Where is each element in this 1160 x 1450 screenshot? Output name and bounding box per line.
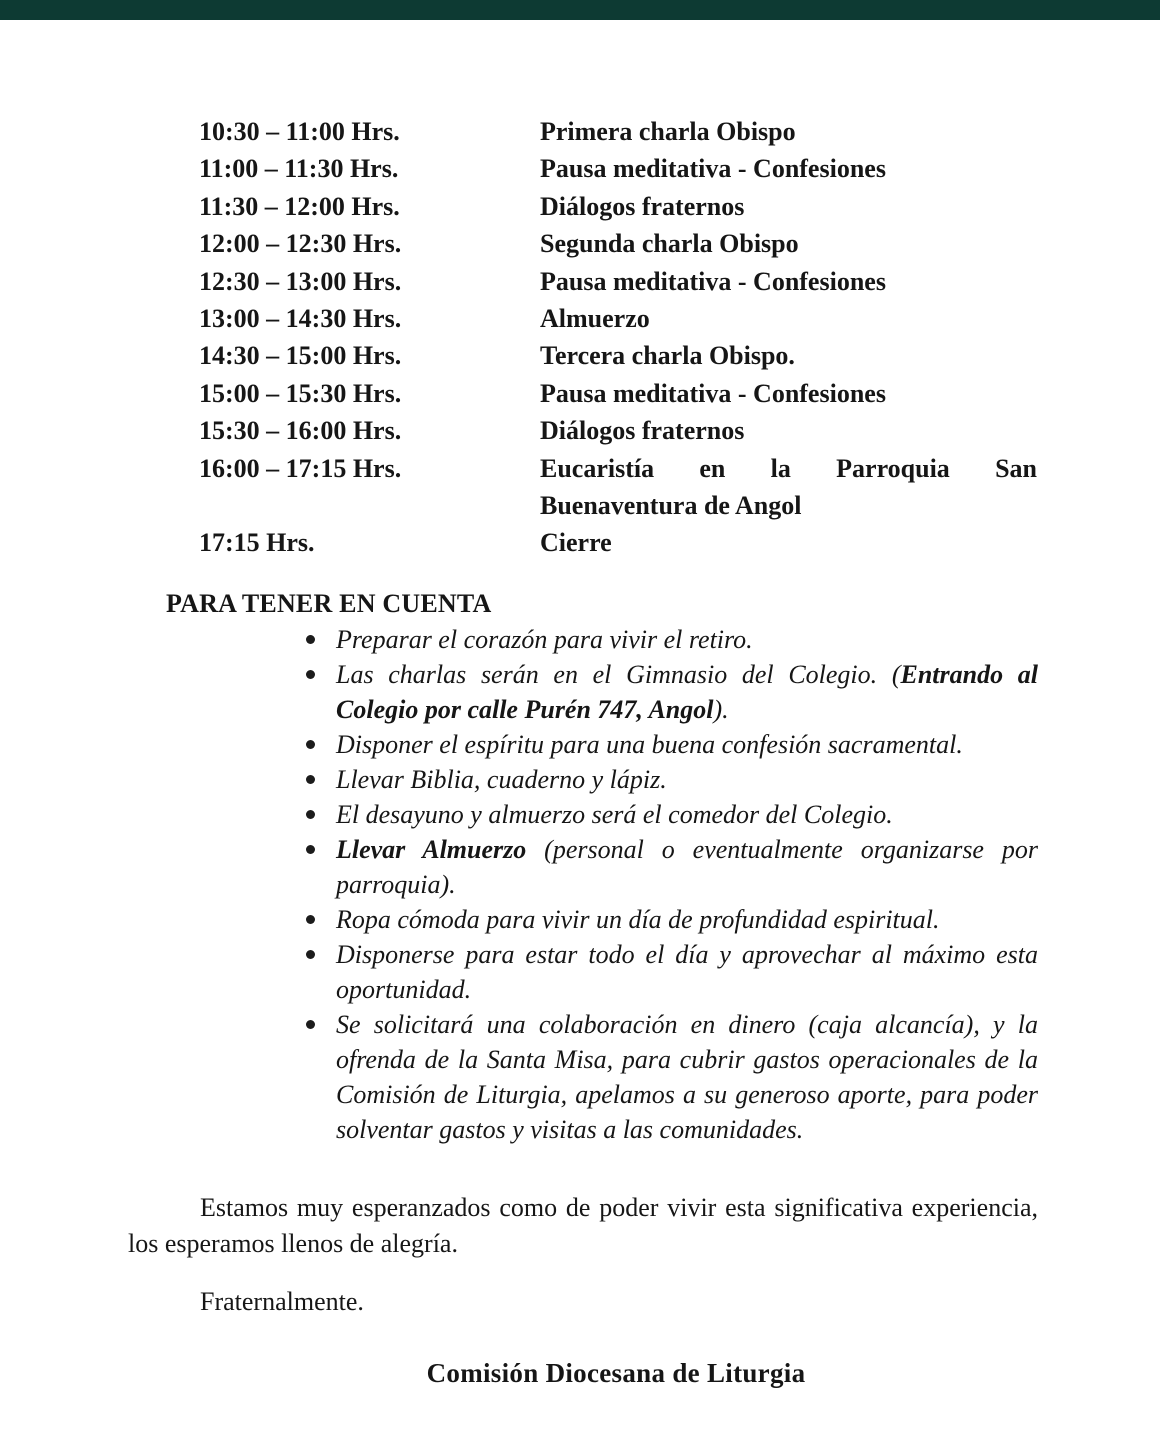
note-text-after: (personal o eventualmente organizarse por parroquia). bbox=[336, 835, 1038, 899]
schedule-time: 12:00 – 12:30 Hrs. bbox=[199, 229, 402, 259]
bullet-icon bbox=[306, 740, 315, 749]
schedule-activity: Primera charla Obispo bbox=[540, 117, 796, 146]
farewell-text: Fraternalmente. bbox=[200, 1287, 364, 1316]
note-text: Disponer el espíritu para una buena confesión sacramental. bbox=[336, 730, 963, 759]
note-text: Se solicitará una colaboración en dinero (caja alcancía), y la ofrenda de la Santa Misa, para cubrir gastos operacionales de la Comisión de Liturgia, apelamos a su generoso aporte, para poder solventar gastos y visitas a las comunidades. bbox=[336, 1010, 1038, 1144]
schedule-row bbox=[199, 113, 1037, 150]
schedule-row bbox=[199, 450, 1037, 525]
list-item bbox=[300, 937, 1038, 1007]
list-item bbox=[300, 1007, 1038, 1147]
top-bar bbox=[0, 0, 1160, 20]
schedule-activity-line2: Buenaventura de Angol bbox=[540, 491, 802, 521]
schedule-time: 14:30 – 15:00 Hrs. bbox=[199, 341, 402, 371]
schedule-activity: Tercera charla Obispo. bbox=[540, 341, 795, 371]
bullet-icon bbox=[306, 775, 315, 784]
bullet-icon bbox=[306, 950, 315, 959]
bullet-icon bbox=[306, 845, 315, 854]
schedule-activity: Pausa meditativa - Confesiones bbox=[540, 266, 886, 296]
note-text: Preparar el corazón para vivir el retiro. bbox=[336, 625, 753, 654]
notes-heading: PARA TENER EN CUENTA bbox=[166, 589, 492, 618]
schedule-activity: Diálogos fraternos bbox=[540, 191, 745, 221]
schedule-time: 10:30 – 11:00 Hrs. bbox=[199, 117, 400, 146]
note-bold-text: Entrando al Colegio por calle Purén 747, Angol bbox=[336, 660, 1039, 724]
schedule-activity-wrapped bbox=[540, 450, 1037, 525]
schedule-activity: Diálogos fraternos bbox=[540, 416, 745, 446]
schedule-activity: Pausa meditativa - Confesiones bbox=[540, 154, 886, 184]
schedule-activity-line1: Eucaristía en la Parroquia San bbox=[540, 453, 1037, 483]
schedule-row bbox=[199, 188, 1037, 225]
note-text: Llevar Biblia, cuaderno y lápiz. bbox=[336, 765, 667, 794]
schedule-row bbox=[199, 300, 1037, 337]
schedule-time: 11:30 – 12:00 Hrs. bbox=[199, 191, 400, 221]
note-text: Ropa cómoda para vivir un día de profundidad espiritual. bbox=[336, 905, 940, 934]
schedule-time: 17:15 Hrs. bbox=[199, 528, 315, 558]
list-item bbox=[300, 622, 1038, 657]
bullet-icon bbox=[306, 1020, 315, 1029]
bullet-icon bbox=[306, 915, 315, 924]
schedule-activity: Cierre bbox=[540, 528, 612, 558]
schedule-activity: Pausa meditativa - Confesiones bbox=[540, 378, 886, 408]
schedule-row bbox=[199, 150, 1037, 187]
list-item bbox=[300, 762, 1038, 797]
schedule-time: 12:30 – 13:00 Hrs. bbox=[199, 266, 402, 296]
list-item bbox=[300, 657, 1038, 727]
notes-list bbox=[300, 622, 1038, 1147]
schedule-time: 16:00 – 17:15 Hrs. bbox=[199, 453, 402, 483]
schedule-row bbox=[199, 225, 1037, 262]
schedule-time: 15:00 – 15:30 Hrs. bbox=[199, 378, 402, 408]
schedule-time: 13:00 – 14:30 Hrs. bbox=[199, 304, 402, 334]
schedule-row bbox=[199, 412, 1037, 449]
signature: Comisión Diocesana de Liturgia bbox=[426, 1358, 806, 1388]
list-item bbox=[300, 902, 1038, 937]
bullet-icon bbox=[306, 810, 315, 819]
schedule-row bbox=[199, 263, 1037, 300]
schedule-row bbox=[199, 375, 1037, 412]
schedule-row bbox=[199, 337, 1037, 374]
note-text-after: ). bbox=[713, 695, 729, 724]
schedule-time: 15:30 – 16:00 Hrs. bbox=[199, 416, 402, 446]
list-item bbox=[300, 797, 1038, 832]
note-text: Las charlas serán en el Gimnasio del Colegio. ( bbox=[336, 660, 901, 689]
schedule-row bbox=[199, 524, 1037, 561]
schedule-time: 11:00 – 11:30 Hrs. bbox=[199, 154, 399, 184]
bullet-icon bbox=[306, 635, 315, 644]
schedule-activity: Almuerzo bbox=[540, 304, 650, 334]
note-text: Disponerse para estar todo el día y aprovechar al máximo esta oportunidad. bbox=[336, 940, 1038, 1004]
note-bold-text: Llevar Almuerzo bbox=[336, 835, 527, 864]
note-text: El desayuno y almuerzo será el comedor del Colegio. bbox=[336, 800, 893, 829]
closing-paragraph: Estamos muy esperanzados como de poder vivir esta significativa experiencia, los esperamos llenos de alegría. bbox=[128, 1193, 1038, 1258]
bullet-icon bbox=[306, 670, 315, 679]
list-item bbox=[300, 832, 1038, 902]
schedule-activity: Segunda charla Obispo bbox=[540, 229, 799, 259]
schedule-table bbox=[199, 113, 1037, 562]
list-item bbox=[300, 727, 1038, 762]
